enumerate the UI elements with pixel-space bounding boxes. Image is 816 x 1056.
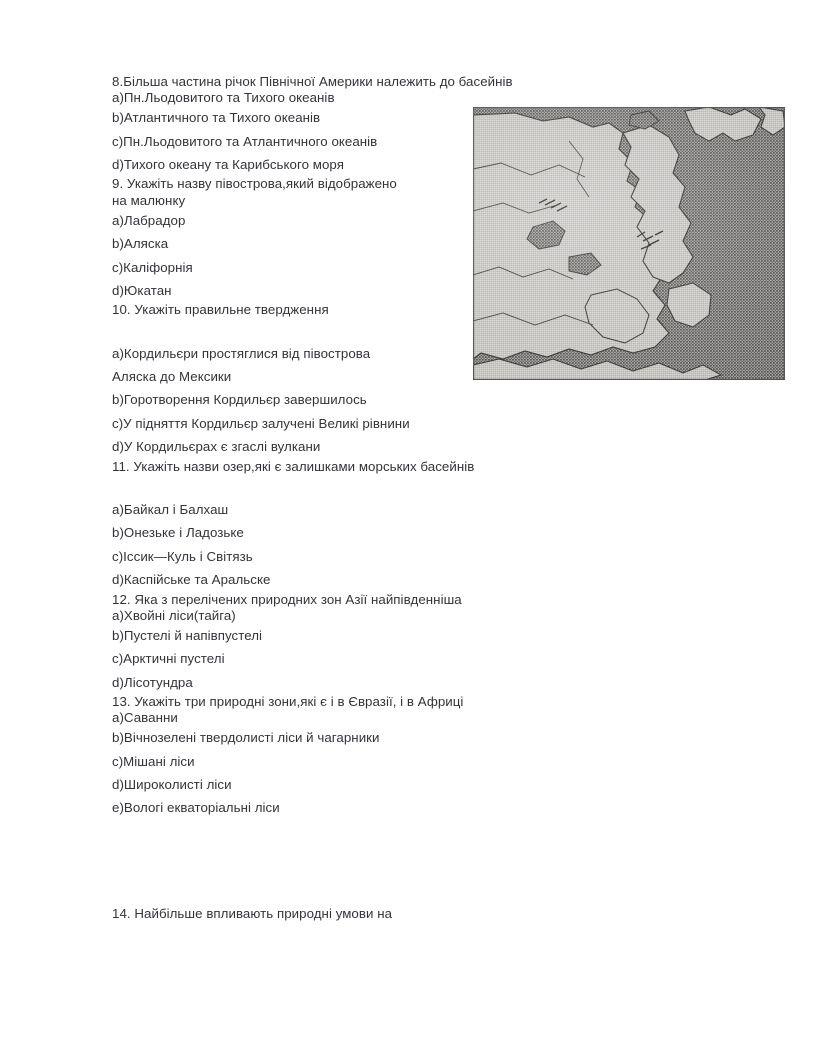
question-option-b[interactable]: b)Аляска: [112, 236, 169, 252]
question-option-a[interactable]: a)Кордильєри простяглися від півострова: [112, 345, 371, 361]
question-stem: 9. Укажіть назву півострова,який відображено: [112, 176, 397, 192]
question-option-c[interactable]: c)Пн.Льодовитого та Атлантичного океанів: [112, 133, 378, 149]
question-stem-continuation: на малюнку: [112, 192, 186, 208]
blank-line: [112, 475, 472, 498]
question-block-q13: [112, 694, 472, 820]
question-option-e[interactable]: e)Вологі екваторіальні ліси: [112, 800, 280, 816]
question-option-d[interactable]: d)Юкатан: [112, 283, 172, 299]
question-option-b[interactable]: b)Горотворення Кордильєр завершилось: [112, 392, 367, 408]
blank-gap: [112, 820, 472, 906]
question-option-b[interactable]: b)Вічнозелені твердолисті ліси й чагарники: [112, 730, 380, 746]
question-option-a-continuation[interactable]: Аляска до Мексики: [112, 369, 232, 385]
question-option-a[interactable]: a)Байкал і Балхаш: [112, 501, 229, 517]
question-stem: 12. Яка з перелічених природних зон Азії найпівденніша: [112, 591, 462, 607]
question-stem: 10. Укажіть правильне твердження: [112, 302, 329, 318]
question-option-d[interactable]: d)Каспійське та Аральске: [112, 572, 271, 588]
question-option-c[interactable]: c)Іссик—Куль і Світязь: [112, 548, 253, 564]
question-option-b[interactable]: b)Пустелі й напівпустелі: [112, 627, 263, 643]
question-option-c[interactable]: c)Мішані ліси: [112, 753, 195, 769]
peninsula-map-image: [473, 107, 785, 380]
question-option-b[interactable]: b)Онезьке і Ладозьке: [112, 525, 244, 541]
question-option-d[interactable]: d)У Кордильєрах є згаслі вулкани: [112, 439, 321, 455]
question-block-q10: [112, 302, 472, 458]
question-option-a[interactable]: a)Хвойні ліси(тайга): [112, 607, 236, 623]
question-option-d[interactable]: d)Широколисті ліси: [112, 776, 232, 792]
question-block-q11: [112, 458, 475, 592]
question-block-q12: [112, 592, 472, 694]
question-option-b[interactable]: b)Атлантичного та Тихого океанів: [112, 110, 321, 126]
question-stem: 11. Укажіть назви озер,які є залишками морських басейнів: [112, 458, 475, 474]
question-option-a[interactable]: a)Лабрадор: [112, 212, 186, 228]
question-option-c[interactable]: c)Арктичні пустелі: [112, 651, 225, 667]
question-option-c[interactable]: c)У підняття Кордильєр залучені Великі рівнини: [112, 415, 410, 431]
question-block-q8: [112, 74, 513, 176]
question-option-c[interactable]: c)Каліфорнія: [112, 259, 193, 275]
question-block-q9: [112, 176, 472, 302]
question-option-a[interactable]: a)Пн.Льодовитого та Тихого океанів: [112, 90, 335, 106]
question-block-q14: [112, 906, 472, 922]
question-option-d[interactable]: d)Лісотундра: [112, 674, 193, 690]
peninsula-map-figure: [473, 107, 785, 380]
question-stem: 13. Укажіть три природні зони,які є і в Євразії, і в Африці: [112, 693, 464, 709]
blank-line: [112, 319, 472, 342]
question-option-d[interactable]: d)Тихого океану та Карибського моря: [112, 157, 344, 173]
question-stem: 14. Найбільше впливають природні умови на: [112, 905, 393, 921]
question-list: [112, 74, 513, 922]
question-stem: 8.Більша частина річок Північної Америки належить до басейнів: [112, 74, 513, 89]
question-option-a[interactable]: a)Саванни: [112, 710, 178, 726]
